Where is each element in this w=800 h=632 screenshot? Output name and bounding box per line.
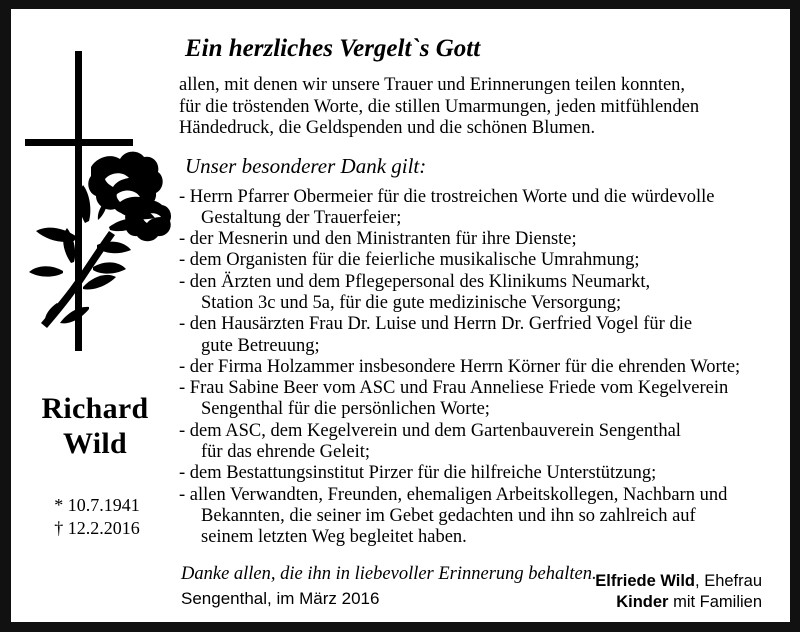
- thanks-item: [179, 314, 784, 357]
- survivors-list: [595, 571, 762, 613]
- survivor-entry: [595, 592, 762, 613]
- thanks-subheading: Unser besonderer Dank gilt:: [185, 153, 427, 178]
- intro-paragraph: [179, 75, 784, 140]
- survivor-name: Elfriede Wild: [595, 572, 696, 590]
- thanks-item-first-line: - der Mesnerin und den Ministranten für ihre Dienste;: [179, 229, 577, 250]
- closing-line: Danke allen, die ihn in liebevoller Erinnerung behalten.: [181, 563, 597, 584]
- thanks-item-line: gute Betreuung;: [201, 335, 320, 356]
- thanks-item-first-line: - Frau Sabine Beer vom ASC und Frau Anneliese Friede vom Kegelverein: [179, 378, 729, 399]
- headline: Ein herzliches Vergelt`s Gott: [185, 35, 481, 62]
- thanks-item-first-line: - dem Organisten für die feierliche musikalische Umrahmung;: [179, 250, 640, 271]
- deceased-first-name: Richard: [41, 392, 149, 425]
- signature-row: [179, 571, 784, 619]
- intro-line: für die tröstenden Worte, die stillen Umarmungen, jeden mitfühlenden: [179, 96, 700, 117]
- thanks-item-first-line: - dem ASC, dem Kegelverein und dem Gartenbauverein Sengenthal: [179, 420, 681, 441]
- thanks-item: [179, 463, 784, 484]
- thanks-item-line: Gestaltung der Trauerfeier;: [201, 207, 402, 228]
- thank-you-content: [179, 9, 784, 622]
- thanks-item-line: Sengenthal für die persönlichen Worte;: [201, 399, 490, 420]
- thanks-item-first-line: - den Ärzten und dem Pflegepersonal des Klinikums Neumarkt,: [179, 271, 651, 292]
- thanks-item: [179, 378, 784, 421]
- survivor-entry: [595, 571, 762, 592]
- thanks-item: [179, 272, 784, 315]
- thanks-item-first-line: - allen Verwandten, Freunden, ehemaligen Arbeitskollegen, Nachbarn und: [179, 484, 728, 505]
- intro-line: allen, mit denen wir unsere Trauer und Erinnerungen teilen konnten,: [179, 75, 686, 95]
- thanks-item: [179, 421, 784, 464]
- thanks-item-first-line: - der Firma Holzammer insbesondere Herrn Körner für die ehrenden Worte;: [179, 356, 741, 377]
- thanks-item-line: Bekannten, die seiner im Gebet gedachten und ihn so zahlreich auf: [201, 505, 696, 526]
- thanks-item: [179, 229, 784, 250]
- left-column: [11, 9, 179, 622]
- thanks-item-first-line: - dem Bestattungsinstitut Pirzer für die hilfreiche Unterstützung;: [179, 463, 657, 484]
- cross-with-rose-icon: [17, 31, 177, 371]
- thanks-item: [179, 187, 784, 230]
- thanks-item-line: für das ehrende Geleit;: [201, 442, 370, 463]
- thanks-list: [179, 187, 784, 549]
- survivor-relation: mit Familien: [668, 593, 762, 611]
- intro-line: Händedruck, die Geldspenden und die schönen Blumen.: [179, 118, 596, 138]
- thanks-item: [179, 357, 784, 378]
- survivor-relation: , Ehefrau: [695, 572, 762, 590]
- thanks-item: [179, 250, 784, 271]
- thanks-item-line: seinem letzten Weg begleitet haben.: [201, 527, 467, 548]
- thanks-item-line: Station 3c und 5a, für die gute medizinische Versorgung;: [201, 292, 622, 313]
- deceased-name: [11, 391, 179, 461]
- life-dates: [11, 494, 183, 540]
- birth-date: * 10.7.1941: [54, 495, 140, 515]
- thanks-item: [179, 485, 784, 549]
- notice-paper: [11, 9, 790, 622]
- thanks-item-first-line: - den Hausärzten Frau Dr. Luise und Herrn Dr. Gerfried Vogel für die: [179, 314, 693, 335]
- survivor-name: Kinder: [616, 593, 669, 611]
- death-date: † 12.2.2016: [54, 518, 140, 538]
- deceased-last-name: Wild: [62, 427, 127, 460]
- thanks-item-first-line: - Herrn Pfarrer Obermeier für die trostreichen Worte und die würdevolle: [179, 186, 715, 207]
- place-and-date: Sengenthal, im März 2016: [181, 589, 380, 608]
